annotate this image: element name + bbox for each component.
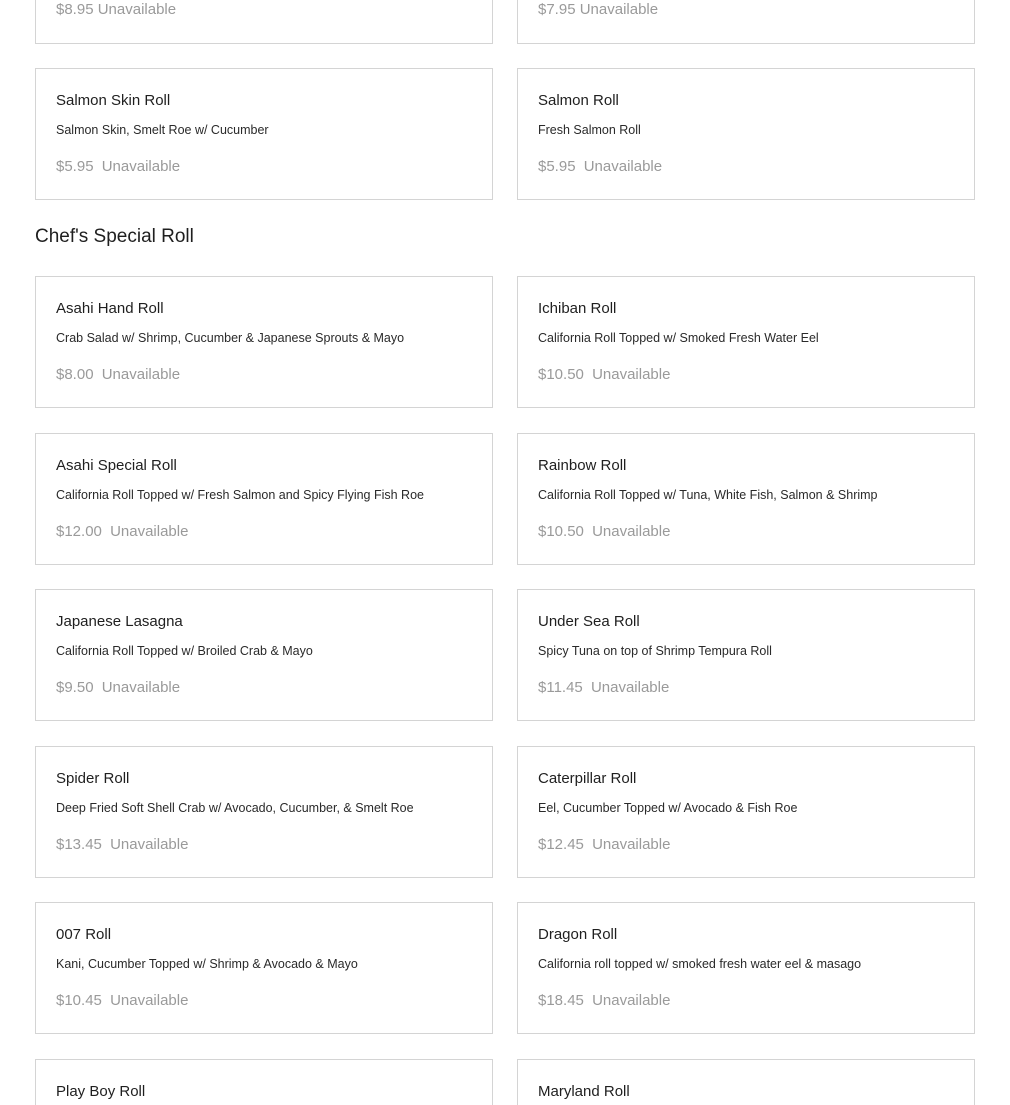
- item-name: Asahi Special Roll: [56, 457, 177, 474]
- availability-status: Unavailable: [110, 523, 189, 540]
- item-name: Ichiban Roll: [538, 300, 617, 317]
- item-price: $12.45: [538, 836, 584, 853]
- item-name: Maryland Roll: [538, 1083, 630, 1100]
- item-description: California Roll Topped w/ Broiled Crab & Mayo: [56, 644, 313, 658]
- chef-menu-row-6: [35, 1059, 975, 1105]
- menu-item-card[interactable]: [517, 68, 975, 200]
- item-price: $8.95: [56, 1, 94, 18]
- item-description: California Roll Topped w/ Tuna, White Fish, Salmon & Shrimp: [538, 488, 878, 502]
- menu-item-card[interactable]: [35, 1059, 493, 1105]
- menu-item-card[interactable]: [35, 433, 493, 565]
- availability-status: Unavailable: [592, 366, 671, 383]
- menu-item-card[interactable]: [517, 276, 975, 408]
- item-name: Salmon Skin Roll: [56, 92, 171, 109]
- item-description: California Roll Topped w/ Smoked Fresh Water Eel: [538, 331, 819, 345]
- item-price: $5.95: [538, 158, 576, 175]
- availability-status: Unavailable: [592, 836, 671, 853]
- menu-item-card[interactable]: [35, 276, 493, 408]
- menu-item-card[interactable]: [35, 746, 493, 878]
- item-price: $10.50: [538, 523, 584, 540]
- item-name: Japanese Lasagna: [56, 613, 183, 630]
- price-row: [56, 679, 180, 696]
- price-row: [538, 992, 670, 1009]
- price-row: [56, 992, 188, 1009]
- price-row: [538, 679, 669, 696]
- item-price: $9.50: [56, 679, 94, 696]
- item-description: Salmon Skin, Smelt Roe w/ Cucumber: [56, 123, 269, 137]
- price-row: [56, 523, 188, 540]
- item-name: Caterpillar Roll: [538, 770, 637, 787]
- menu-item-card[interactable]: [517, 902, 975, 1034]
- price-row: [538, 836, 670, 853]
- chef-menu-row-5: [35, 902, 975, 1034]
- item-price: $12.00: [56, 523, 102, 540]
- item-price: $5.95: [56, 158, 94, 175]
- menu-item-card[interactable]: [517, 746, 975, 878]
- price-row: [56, 158, 180, 175]
- availability-status: Unavailable: [110, 992, 189, 1009]
- chef-menu-row-3: [35, 589, 975, 721]
- availability-status: Unavailable: [579, 1, 659, 18]
- price-row: [56, 836, 188, 853]
- availability-status: Unavailable: [101, 679, 181, 696]
- menu-item-card[interactable]: [517, 433, 975, 565]
- availability-status: Unavailable: [101, 366, 181, 383]
- price-row: [538, 366, 670, 383]
- menu-item-card[interactable]: [35, 0, 493, 44]
- item-description: Deep Fried Soft Shell Crab w/ Avocado, Cucumber, & Smelt Roe: [56, 801, 414, 815]
- section-title: Chef's Special Roll: [35, 226, 194, 247]
- item-description: Crab Salad w/ Shrimp, Cucumber & Japanese Sprouts & Mayo: [56, 331, 405, 345]
- menu-item-card[interactable]: [35, 589, 493, 721]
- item-name: Rainbow Roll: [538, 457, 627, 474]
- availability-status: Unavailable: [97, 1, 177, 18]
- item-description: California Roll Topped w/ Fresh Salmon and Spicy Flying Fish Roe: [56, 488, 424, 502]
- item-name: Asahi Hand Roll: [56, 300, 164, 317]
- menu-item-card[interactable]: [517, 0, 975, 44]
- availability-status: Unavailable: [101, 158, 181, 175]
- price-row: [538, 1, 658, 18]
- menu-item-card[interactable]: [517, 589, 975, 721]
- item-name: 007 Roll: [56, 926, 112, 943]
- item-price: $11.45: [538, 679, 583, 696]
- price-row: [56, 366, 180, 383]
- price-row: [56, 1, 176, 18]
- menu-item-card[interactable]: [35, 68, 493, 200]
- item-price: $18.45: [538, 992, 584, 1009]
- item-description: Spicy Tuna on top of Shrimp Tempura Roll: [538, 644, 772, 658]
- item-name: Dragon Roll: [538, 926, 618, 943]
- item-price: $10.50: [538, 366, 584, 383]
- item-name: Play Boy Roll: [56, 1083, 146, 1100]
- item-description: Eel, Cucumber Topped w/ Avocado & Fish Roe: [538, 801, 798, 815]
- item-price: $13.45: [56, 836, 102, 853]
- price-row: [538, 523, 670, 540]
- roll-menu-grid: [35, 68, 975, 200]
- price-row: [538, 158, 662, 175]
- chef-menu-row-4: [35, 746, 975, 878]
- item-description: Kani, Cucumber Topped w/ Shrimp & Avocado & Mayo: [56, 957, 358, 971]
- availability-status: Unavailable: [592, 523, 671, 540]
- item-description: California roll topped w/ smoked fresh water eel & masago: [538, 957, 862, 971]
- menu-item-card[interactable]: [35, 902, 493, 1034]
- chef-menu-row-2: [35, 433, 975, 565]
- item-name: Spider Roll: [56, 770, 130, 787]
- availability-status: Unavailable: [583, 158, 663, 175]
- chef-menu-row-1: [35, 276, 975, 408]
- item-price: $7.95: [538, 1, 576, 18]
- availability-status: Unavailable: [590, 679, 670, 696]
- item-description: Fresh Salmon Roll: [538, 123, 641, 137]
- availability-status: Unavailable: [110, 836, 189, 853]
- availability-status: Unavailable: [592, 992, 671, 1009]
- menu-item-card[interactable]: [517, 1059, 975, 1105]
- item-price: $8.00: [56, 366, 94, 383]
- item-name: Salmon Roll: [538, 92, 619, 109]
- item-price: $10.45: [56, 992, 102, 1009]
- item-name: Under Sea Roll: [538, 613, 640, 630]
